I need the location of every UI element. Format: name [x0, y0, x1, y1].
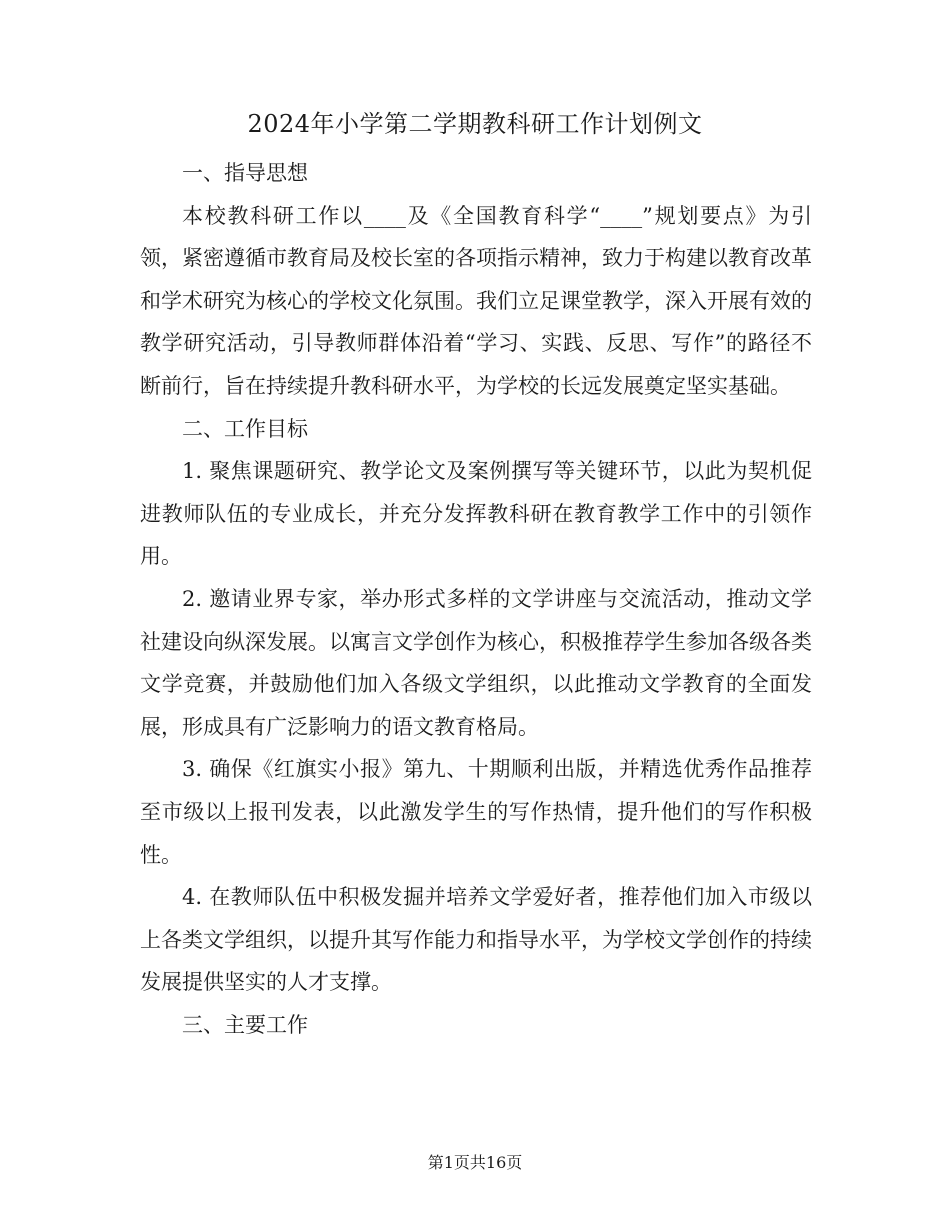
section-heading-work-goals: 二、工作目标 [182, 416, 308, 441]
section-heading-guiding-ideology: 一、指导思想 [182, 161, 308, 185]
page-number: 第1页共16页 [427, 1153, 523, 1172]
paragraph-guiding-ideology: 本校教科研工作以____及《全国教育科学“____”规划要点》为引领，紧密遵循市教育局及校长室的各项指示精神，致力于构建以教育改革和学术研究为核心的学校文化氛围。我们立足课堂教学，深入开展有效的教学研究活动，引导教师群体沿着“学习、实践、反思、写作”的路径不断前行，旨在持续提升教科研水平，为学校的长远发展奠定坚实基础。 [140, 203, 812, 398]
paragraph-goal-2: 2. 邀请业界专家，举办形式多样的文学讲座与交流活动，推动文学社建设向纵深发展。以寓言文学创作为核心，积极推荐学生参加各级各类文学竞赛，并鼓励他们加入各级文学组织，以此推动文学教育的全面发展，形成具有广泛影响力的语文教育格局。 [140, 586, 812, 739]
document-body [140, 152, 812, 1046]
document-title: 2024年小学第二学期教科研工作计划例文 [247, 110, 703, 138]
paragraph-goal-4: 4. 在教师队伍中积极发掘并培养文学爱好者，推荐他们加入市级以上各类文学组织，以提升其写作能力和指导水平，为学校文学创作的持续发展提供坚实的人才支撑。 [140, 885, 812, 995]
paragraph-goal-1: 1. 聚焦课题研究、教学论文及案例撰写等关键环节，以此为契机促进教师队伍的专业成长，并充分发挥教科研在教育教学工作中的引领作用。 [140, 459, 812, 569]
section-heading-main-work: 三、主要工作 [182, 1012, 308, 1037]
paragraph-goal-3: 3. 确保《红旗实小报》第九、十期顺利出版，并精选优秀作品推荐至市级以上报刊发表，以此激发学生的写作热情，提升他们的写作积极性。 [140, 757, 812, 867]
